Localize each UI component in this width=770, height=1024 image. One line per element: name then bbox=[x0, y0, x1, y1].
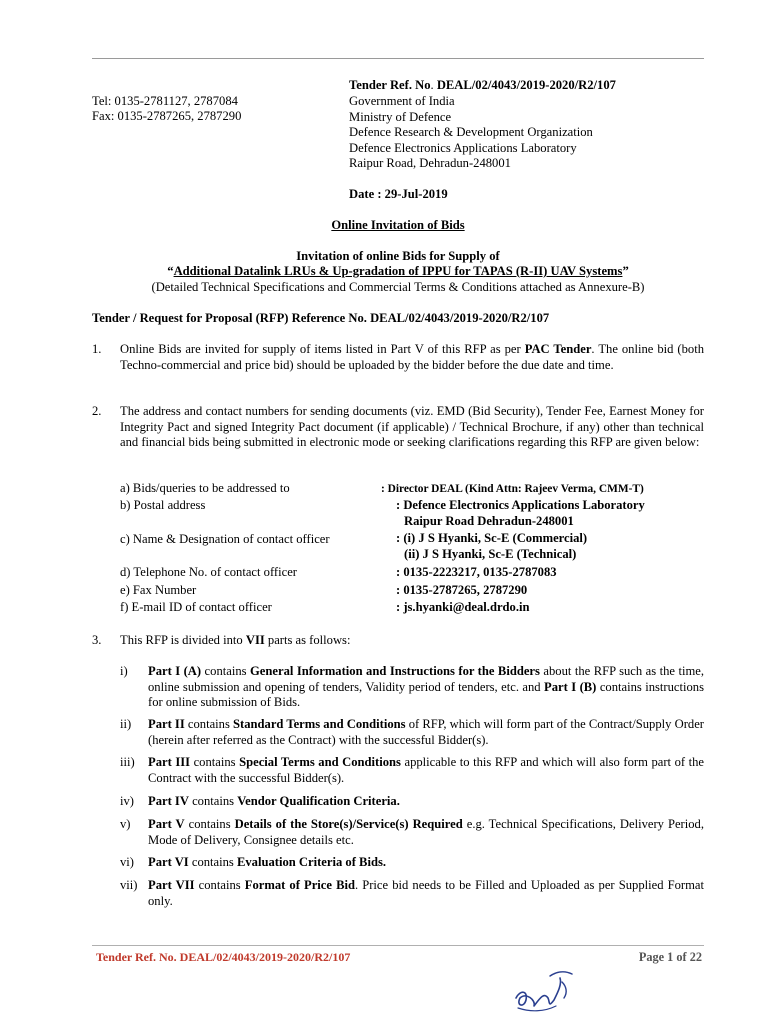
org-line: Ministry of Defence bbox=[349, 109, 452, 124]
footer-rule bbox=[92, 945, 704, 946]
contact-label: b) Postal address bbox=[120, 498, 206, 512]
org-line: Government of India bbox=[349, 94, 455, 108]
part-text bbox=[148, 855, 704, 871]
part-text bbox=[148, 717, 704, 748]
part-text bbox=[148, 878, 704, 909]
part-contains: contains bbox=[184, 717, 234, 731]
part-subject: Vendor Qualification Criteria. bbox=[237, 794, 400, 808]
part-desc-2: contains instructions for online submission of Bids. bbox=[148, 679, 704, 710]
contact-value: (ii) J S Hyanki, Sc-E (Technical) bbox=[404, 547, 577, 561]
para1-pre: Online Bids are invited for supply of items listed in Part V of this RFP as per bbox=[120, 342, 525, 356]
part-num: ii) bbox=[120, 717, 132, 731]
contact-value: : Defence Electronics Applications Laboratory bbox=[396, 498, 645, 512]
para3-num: 3. bbox=[92, 633, 102, 647]
contact-label: e) Fax Number bbox=[120, 583, 197, 597]
rfp-reference: Tender / Request for Proposal (RFP) Reference No. DEAL/02/4043/2019-2020/R2/107 bbox=[92, 311, 550, 325]
contact-value: : 0135-2223217, 0135-2787083 bbox=[396, 565, 557, 579]
part-title: Part V bbox=[148, 817, 185, 831]
part-subject: General Information and Instructions for the Bidders bbox=[250, 664, 540, 678]
part-subject: Format of Price Bid bbox=[244, 878, 355, 892]
para1-post: . The online bid (both Techno-commercial and price bid) should be uploaded by the bidder before the due date and time. bbox=[120, 342, 705, 372]
contact-label: c) Name & Designation of contact officer bbox=[120, 532, 330, 546]
part-title: Part III bbox=[148, 755, 191, 769]
quote-open: “ bbox=[167, 264, 174, 278]
part-subject: Special Terms and Conditions bbox=[239, 755, 401, 769]
para1-text bbox=[120, 342, 704, 373]
para1-num: 1. bbox=[92, 342, 102, 356]
part-subject: Evaluation Criteria of Bids. bbox=[236, 855, 387, 869]
quote-close: ” bbox=[622, 264, 629, 278]
para3-pre: This RFP is divided into bbox=[120, 633, 246, 647]
para3-text bbox=[120, 633, 350, 649]
title-line1: Invitation of online Bids for Supply of bbox=[296, 249, 500, 263]
contact-value: : (i) J S Hyanki, Sc-E (Commercial) bbox=[396, 531, 588, 545]
part-num: i) bbox=[120, 664, 128, 678]
part-num: iv) bbox=[120, 794, 134, 808]
contact-label: f) E-mail ID of contact officer bbox=[120, 600, 272, 614]
part-title-2: Part I (B) bbox=[544, 679, 597, 694]
part-title: Part IV bbox=[148, 794, 189, 808]
part-num: vii) bbox=[120, 878, 138, 892]
tender-ref-value: DEAL/02/4043/2019-2020/R2/107 bbox=[436, 78, 616, 92]
part-text bbox=[148, 794, 704, 810]
page-heading bbox=[92, 218, 704, 234]
part-text bbox=[148, 664, 704, 711]
org-line: Defence Electronics Applications Laboratory bbox=[349, 140, 577, 155]
part-subject: Details of the Store(s)/Service(s) Required bbox=[234, 817, 463, 831]
top-rule bbox=[92, 58, 704, 59]
para2-num: 2. bbox=[92, 404, 102, 418]
part-num: vi) bbox=[120, 855, 134, 869]
part-num: v) bbox=[120, 817, 131, 831]
para3-bold: VII bbox=[245, 633, 265, 647]
contact-value: : js.hyanki@deal.drdo.in bbox=[396, 600, 530, 614]
part-desc: e.g. Technical Specifications, Delivery Period, Mode of Delivery, Consignee details etc. bbox=[148, 817, 704, 847]
part-subject: Standard Terms and Conditions bbox=[233, 717, 406, 731]
part-desc: . Price bid needs to be Filled and Uploaded as per Supplied Format only. bbox=[148, 878, 704, 908]
contact-label: d) Telephone No. of contact officer bbox=[120, 565, 297, 579]
contact-value: : Director DEAL (Kind Attn: Rajeev Verma, CMM-T) bbox=[381, 483, 644, 495]
date: Date : 29-Jul-2019 bbox=[349, 187, 448, 201]
part-text bbox=[148, 817, 704, 848]
fax-line: Fax: 0135-2787265, 2787290 bbox=[92, 109, 242, 123]
para2-text: The address and contact numbers for sending documents (viz. EMD (Bid Security), Tender Fee, Earnest Money for Integrity Pact and signed Integrity Pact document (if applicable) / Technical Brochure, if any) other than technical and financial bids being submitted in electronic mode or seeking clarifications regarding this RFP are given below: bbox=[120, 404, 704, 450]
part-title: Part I (A) bbox=[148, 664, 202, 678]
part-contains: contains bbox=[184, 817, 235, 831]
tender-ref-header bbox=[349, 78, 616, 94]
part-num: iii) bbox=[120, 755, 135, 769]
part-desc: about the RFP such as the time, online submission and opening of tenders, Validity period of tenders, etc. and bbox=[148, 664, 704, 694]
part-desc: applicable to this RFP and which will also form part of the Contract with the successful Bidder(s). bbox=[148, 755, 704, 785]
part-title: Part VII bbox=[148, 878, 195, 892]
part-contains: contains bbox=[201, 664, 250, 678]
contact-value: Raipur Road Dehradun-248001 bbox=[404, 514, 574, 528]
part-title: Part VI bbox=[148, 855, 189, 869]
part-contains: contains bbox=[188, 794, 238, 808]
org-line: Defence Research & Development Organization bbox=[349, 125, 593, 140]
part-text bbox=[148, 755, 704, 786]
para1-bold: PAC Tender bbox=[524, 342, 592, 356]
footer-ref: Tender Ref. No. DEAL/02/4043/2019-2020/R2/107 bbox=[96, 950, 351, 964]
contact-label: a) Bids/queries to be addressed to bbox=[120, 481, 290, 495]
org-line: Raipur Road, Dehradun-248001 bbox=[349, 156, 511, 171]
annexure-note: (Detailed Technical Specifications and Commercial Terms & Conditions attached as Annexure-B) bbox=[151, 280, 645, 294]
heading-text: Online Invitation of Bids bbox=[331, 218, 465, 232]
contact-value: : 0135-2787265, 2787290 bbox=[396, 583, 528, 597]
tender-ref-label: Tender Ref. No bbox=[349, 78, 431, 92]
part-title: Part II bbox=[148, 717, 185, 731]
part-contains: contains bbox=[190, 755, 240, 769]
subject-text: Additional Datalink LRUs & Up-gradation of IPPU for TAPAS (R-II) UAV Systems bbox=[173, 264, 623, 278]
subject-line bbox=[60, 264, 736, 280]
tel-line: Tel: 0135-2781127, 2787084 bbox=[92, 94, 238, 108]
tender-ref-sep: . bbox=[430, 78, 437, 92]
signature-icon bbox=[510, 962, 580, 1018]
part-contains: contains bbox=[188, 855, 237, 869]
org-address bbox=[349, 94, 593, 172]
part-contains: contains bbox=[194, 878, 245, 892]
part-desc: of RFP, which will form part of the Contract/Supply Order (herein after referred as the Contract) with the successful Bidder(s). bbox=[148, 717, 704, 747]
para3-post: parts as follows: bbox=[264, 633, 351, 647]
page-number: Page 1 of 22 bbox=[638, 950, 702, 964]
